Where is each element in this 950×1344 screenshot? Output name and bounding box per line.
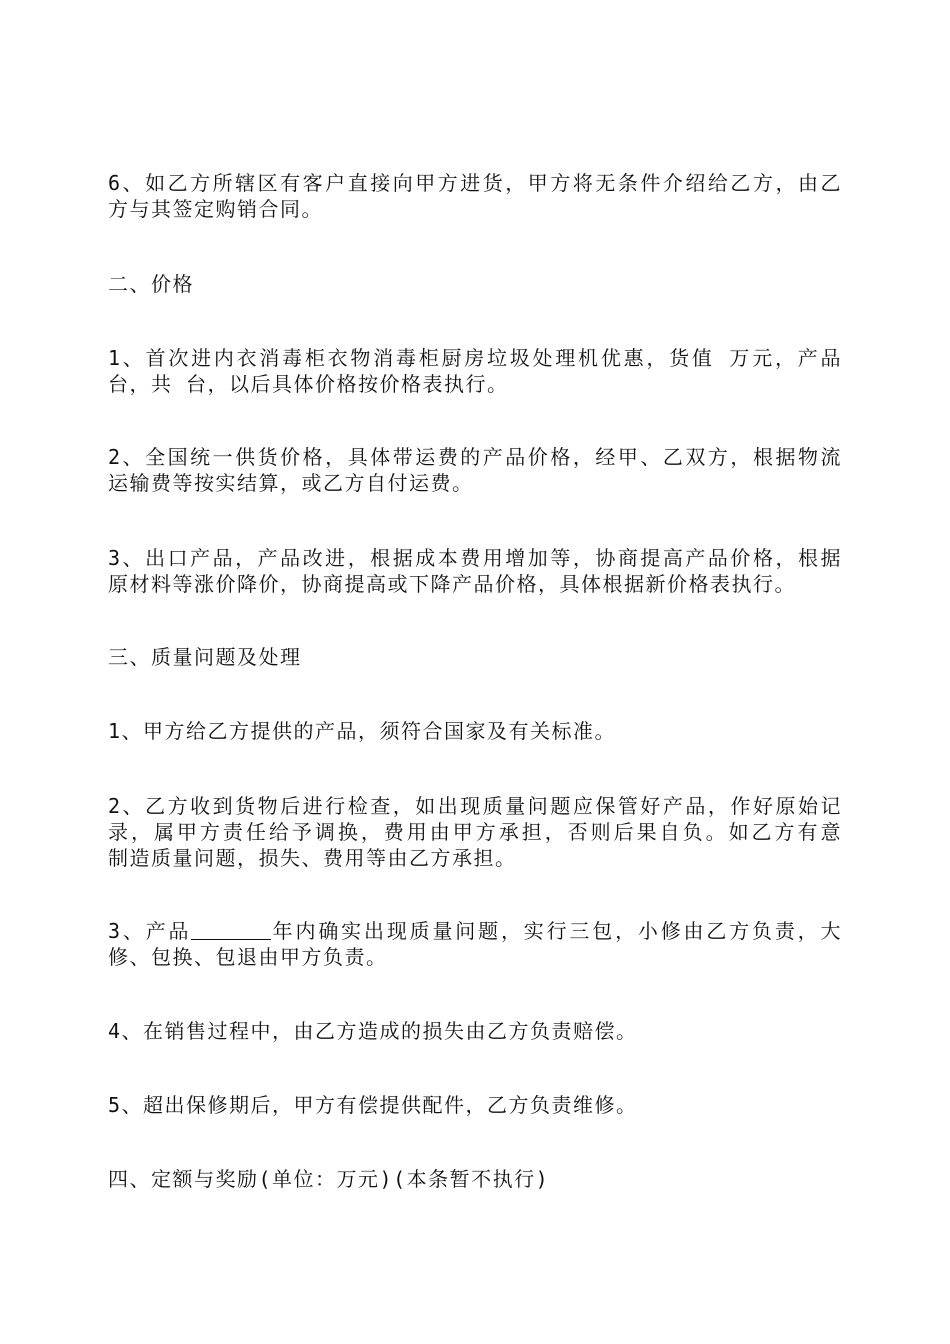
section-heading-price: 二、价格 [108, 272, 194, 296]
paragraph-line: 制造质量问题，损失、费用等由乙方承担。 [108, 846, 517, 870]
paragraph-text: 年内确实出现质量问题，实行三包，小修由乙方负责，大 [271, 919, 843, 943]
paragraph-quality-4: 4、在销售过程中，由乙方造成的损失由乙方负责赔偿。 [108, 1019, 638, 1043]
section-heading-quality: 三、质量问题及处理 [108, 645, 302, 669]
paragraph-line: 原材料等涨价降价，协商提高或下降产品价格，具体根据新价格表执行。 [108, 572, 796, 596]
paragraph-line: 修、包换、包退由甲方负责。 [108, 945, 388, 969]
paragraph-line: 运输费等按实结算，或乙方自付运费。 [108, 471, 474, 495]
paragraph-line: 2、乙方收到货物后进行检查，如出现质量问题应保管好产品，作好原始记 [108, 794, 842, 818]
paragraph-line [108, 918, 842, 944]
paragraph-price-1 [108, 345, 842, 397]
paragraph-line: 录，属甲方责任给予调换，费用由甲方承担，否则后果自负。如乙方有意 [108, 820, 842, 844]
paragraph-line: 2、全国统一供货价格，具体带运费的产品价格，经甲、乙双方，根据物流 [108, 445, 842, 469]
paragraph-quality-3 [108, 918, 842, 970]
paragraph-line: 方与其签定购销合同。 [108, 197, 323, 221]
paragraph-line: 6、如乙方所辖区有客户直接向甲方进货，甲方将无条件介绍给乙方，由乙 [108, 171, 842, 195]
fill-in-blank [191, 921, 271, 940]
paragraph-price-2 [108, 444, 842, 496]
paragraph-line: 台，共 台，以后具体价格按价格表执行。 [108, 372, 509, 396]
paragraph-quality-2 [108, 793, 842, 871]
paragraph-item-6 [108, 170, 842, 222]
section-heading-quota: 四、定额与奖励(单位：万元)(本条暂不执行) [108, 1167, 550, 1191]
paragraph-line: 1、首次进内衣消毒柜衣物消毒柜厨房垃圾处理机优惠，货值 万元，产品 [108, 346, 842, 370]
paragraph-price-3 [108, 545, 842, 597]
paragraph-quality-1: 1、甲方给乙方提供的产品，须符合国家及有关标准。 [108, 719, 617, 743]
paragraph-text: 3、产品 [108, 919, 192, 943]
paragraph-quality-5: 5、超出保修期后，甲方有偿提供配件，乙方负责维修。 [108, 1093, 638, 1117]
paragraph-line: 3、出口产品，产品改进，根据成本费用增加等，协商提高产品价格，根据 [108, 546, 842, 570]
